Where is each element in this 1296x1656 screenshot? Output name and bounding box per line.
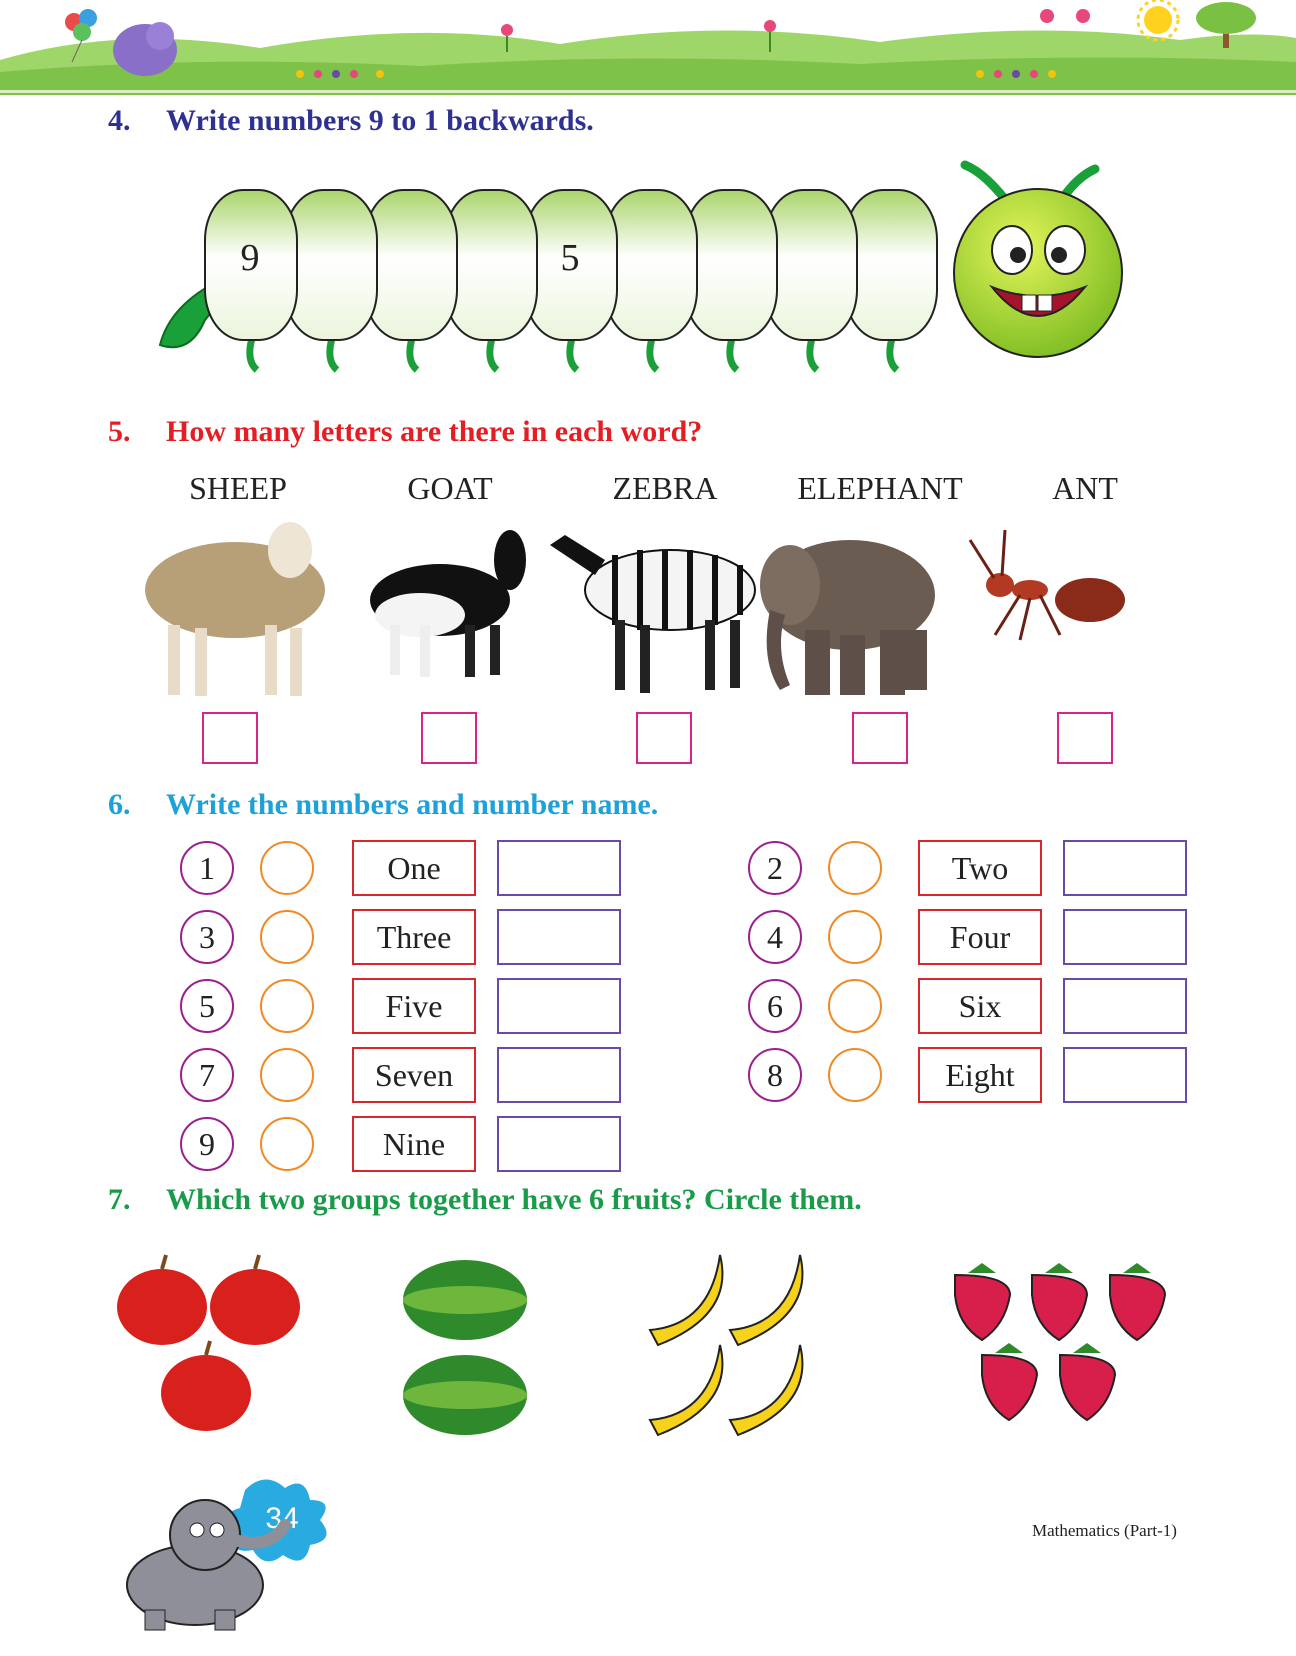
number-name-box: Five [352,978,476,1034]
caterpillar-segment-value: 9 [240,237,260,279]
page-number: 34 [265,1502,299,1535]
q7-title [108,1183,862,1217]
number-name-box: Three [352,909,476,965]
caterpillar-segment [285,190,377,340]
caterpillar-segment [445,190,537,340]
q5-number: 5. [108,415,131,448]
word-ant: ANT [1052,470,1118,506]
blank-name-box[interactable] [497,978,621,1034]
word-zebra: ZEBRA [612,470,718,506]
answer-box-elephant[interactable] [852,712,908,764]
blank-name-box[interactable] [1063,978,1187,1034]
q4-text: Write numbers 9 to 1 backwards. [166,104,594,137]
number-circle: 6 [748,979,802,1033]
caterpillar-segment-value: 5 [560,237,580,279]
word-goat: GOAT [407,470,493,506]
banana-icon [730,1345,802,1435]
q7-number: 7. [108,1183,131,1216]
ant-icon [970,530,1125,640]
banana-icon [650,1345,722,1435]
apple-icon [210,1255,300,1345]
number-circle: 2 [748,841,802,895]
strawberry-icon [1032,1263,1087,1340]
caterpillar-segment [525,190,617,340]
number-name-box: Seven [352,1047,476,1103]
goat-icon [370,530,526,677]
blank-name-box[interactable] [1063,840,1187,896]
fruit-groups [110,1245,1190,1450]
q6-title [108,788,658,822]
number-name-box: Six [918,978,1042,1034]
number-circle: 8 [748,1048,802,1102]
word-sheep: SHEEP [189,470,287,506]
sun-icon [1138,0,1178,40]
watermelon-icon [403,1355,527,1435]
blank-name-box[interactable] [497,1116,621,1172]
answer-box-ant[interactable] [1057,712,1113,764]
blank-name-box[interactable] [497,840,621,896]
q4-title [108,104,594,138]
caterpillar-head [954,165,1122,357]
word-elephant: ELEPHANT [797,470,963,506]
sheep-icon [145,522,325,696]
answer-box-goat[interactable] [421,712,477,764]
banana-icon [730,1255,802,1345]
number-circle: 3 [180,910,234,964]
blank-circle[interactable] [260,979,314,1033]
page-mascot [105,1470,385,1640]
blank-name-box[interactable] [1063,1047,1187,1103]
caterpillar-segment [685,190,777,340]
blank-circle[interactable] [828,841,882,895]
number-circle: 4 [748,910,802,964]
banana-group [650,1255,802,1435]
answer-box-zebra[interactable] [636,712,692,764]
apple-icon [161,1341,251,1431]
watermelon-icon [403,1260,527,1340]
caterpillar-segment [845,190,937,340]
q6-number: 6. [108,788,131,821]
blank-name-box[interactable] [497,909,621,965]
q5-title [108,415,702,449]
blank-circle[interactable] [828,979,882,1033]
strawberry-group [955,1263,1165,1420]
blank-circle[interactable] [260,1048,314,1102]
blank-circle[interactable] [828,1048,882,1102]
blank-circle[interactable] [260,1117,314,1171]
blank-circle[interactable] [260,910,314,964]
caterpillar-segment [765,190,857,340]
number-circle: 9 [180,1117,234,1171]
number-name-box: One [352,840,476,896]
strawberry-icon [955,1263,1010,1340]
apple-icon [117,1255,207,1345]
banana-icon [650,1255,722,1345]
caterpillar [150,155,1150,385]
strawberry-icon [982,1343,1037,1420]
elephant-photo-icon [760,540,935,695]
book-title: Mathematics (Part-1) [1032,1521,1177,1540]
caterpillar-segment [605,190,697,340]
animal-pictures [130,520,1200,705]
number-name-box: Two [918,840,1042,896]
q4-number: 4. [108,104,131,137]
blank-name-box[interactable] [1063,909,1187,965]
strawberry-icon [1060,1343,1115,1420]
number-circle: 7 [180,1048,234,1102]
q5-text: How many letters are there in each word? [166,415,703,448]
header-banner [0,0,1296,95]
caterpillar-segment [205,190,297,340]
number-name-box: Eight [918,1047,1042,1103]
zebra-icon [550,535,755,693]
flower-icon [1040,9,1090,23]
elephant-icon [113,22,177,76]
number-name-box: Four [918,909,1042,965]
strawberry-icon [1110,1263,1165,1340]
watermelon-group [403,1260,527,1435]
blank-circle[interactable] [260,841,314,895]
caterpillar-segment [365,190,457,340]
number-name-box: Nine [352,1116,476,1172]
number-circle: 1 [180,841,234,895]
q6-text: Write the numbers and number name. [166,788,659,821]
blank-name-box[interactable] [497,1047,621,1103]
answer-box-sheep[interactable] [202,712,258,764]
q7-text: Which two groups together have 6 fruits? Circle them. [166,1183,862,1216]
blank-circle[interactable] [828,910,882,964]
number-circle: 5 [180,979,234,1033]
apple-group [117,1255,300,1431]
